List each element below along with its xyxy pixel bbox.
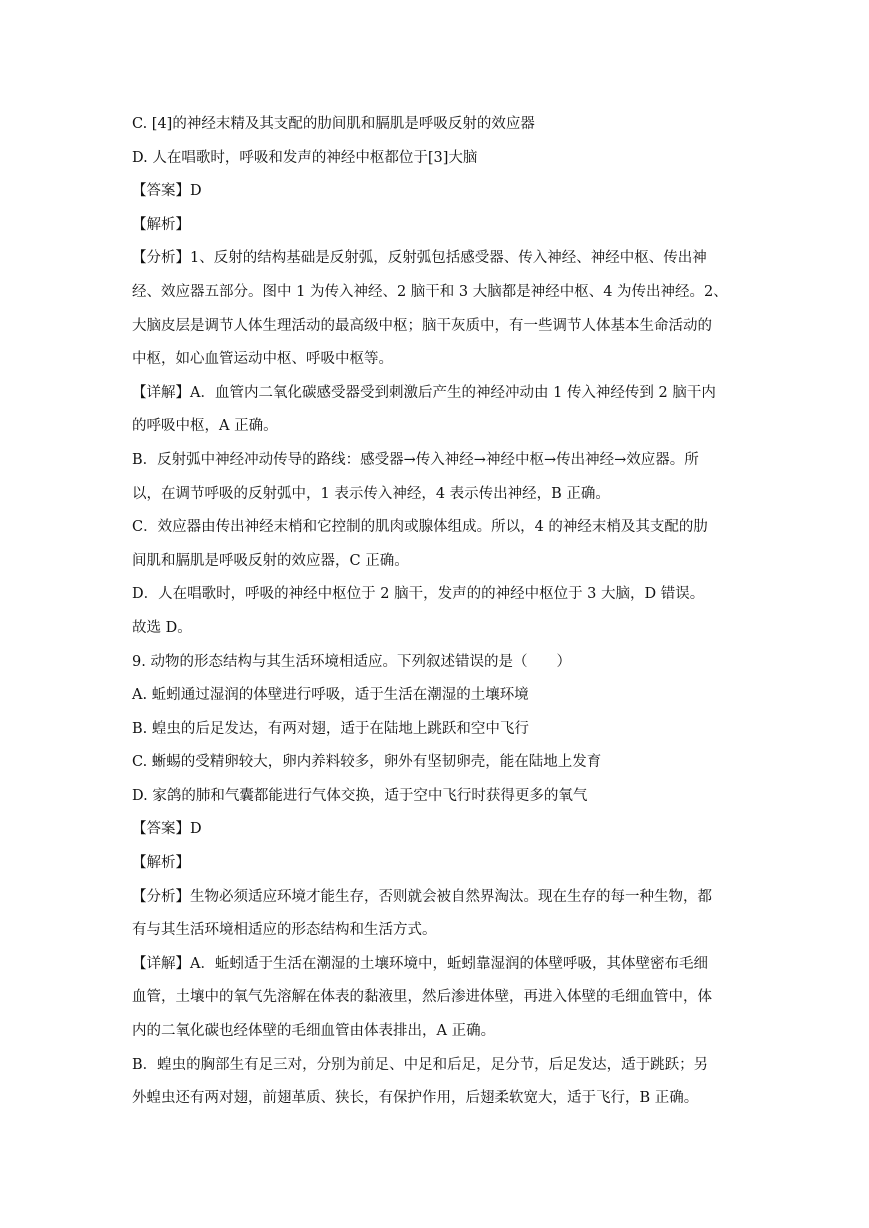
q9-analysis-heading: 【解析】 bbox=[132, 855, 190, 872]
document-body bbox=[132, 108, 742, 1116]
q8-analysis-line: 大脑皮层是调节人体生理活动的最高级中枢；脑干灰质中，有一些调节人体基本生命活动的 bbox=[132, 317, 712, 334]
q8-detail-line: 以，在调节呼吸的反射弧中，1 表示传入神经，4 表示传出神经，B 正确。 bbox=[132, 485, 610, 502]
q8-analysis-line: 经、效应器五部分。图中 1 为传入神经、2 脑干和 3 大脑都是神经中枢、4 为传出神经。2、 bbox=[132, 283, 728, 300]
q8-detail-line: D．人在唱歌时，呼吸的神经中枢位于 2 脑干，发声的的神经中枢位于 3 大脑，D 错误。 bbox=[132, 586, 705, 603]
q8-detail-line: C．效应器由传出神经末梢和它控制的肌肉或腺体组成。所以，4 的神经末梢及其支配的肋 bbox=[132, 519, 708, 536]
q9-option-a: A. 蚯蚓通过湿润的体壁进行呼吸，适于生活在潮湿的土壤环境 bbox=[132, 687, 529, 704]
q9-option-b: B. 蝗虫的后足发达，有两对翅，适于在陆地上跳跃和空中飞行 bbox=[132, 720, 529, 737]
q8-detail-line: 间肌和膈肌是呼吸反射的效应器，C 正确。 bbox=[132, 552, 409, 569]
q9-option-d: D. 家鸽的肺和气囊都能进行气体交换，适于空中飞行时获得更多的氧气 bbox=[132, 787, 588, 804]
q8-detail-line: B．反射弧中神经冲动传导的路线：感受器→传入神经→神经中枢→传出神经→效应器。所 bbox=[132, 451, 699, 468]
q8-analysis-line: 中枢，如心血管运动中枢、呼吸中枢等。 bbox=[132, 351, 393, 368]
q9-detail-line: 外蝗虫还有两对翅，前翅革质、狭长，有保护作用，后翅柔软宽大，适于飞行，B 正确。 bbox=[132, 1090, 699, 1107]
q8-detail-line: 的呼吸中枢，A 正确。 bbox=[132, 418, 278, 435]
q9-answer: 【答案】D bbox=[132, 821, 202, 838]
q8-option-d: D. 人在唱歌时，呼吸和发声的神经中枢都位于[3]大脑 bbox=[132, 149, 478, 166]
q8-analysis-line: 【分析】1、反射的结构基础是反射弧，反射弧包括感受器、传入神经、神经中枢、传出神 bbox=[132, 250, 707, 267]
q8-detail-line: 故选 D。 bbox=[132, 619, 192, 636]
q9-detail-line: 内的二氧化碳也经体壁的毛细血管由体表排出，A 正确。 bbox=[132, 1023, 496, 1040]
q9-analysis-line: 【分析】生物必须适应环境才能生存，否则就会被自然界淘汰。现在生存的每一种生物，都 bbox=[132, 888, 712, 905]
q9-option-c: C. 蜥蜴的受精卵较大，卵内养料较多，卵外有坚韧卵壳，能在陆地上发育 bbox=[132, 754, 602, 771]
q9-analysis-line: 有与其生活环境相适应的形态结构和生活方式。 bbox=[132, 922, 437, 939]
q8-option-c: C. [4]的神经末精及其支配的肋间肌和膈肌是呼吸反射的效应器 bbox=[132, 116, 535, 132]
q9-stem: 9. 动物的形态结构与其生活环境相适应。下列叙述错误的是（ ） bbox=[132, 653, 571, 670]
q9-detail-line: B．蝗虫的胸部生有足三对，分别为前足、中足和后足，足分节，后足发达，适于跳跃；另 bbox=[132, 1056, 709, 1073]
q8-analysis-heading: 【解析】 bbox=[132, 216, 190, 233]
q8-detail-line: 【详解】A．血管内二氧化碳感受器受到刺激后产生的神经冲动由 1 传入神经传到 2 脑干内 bbox=[132, 384, 716, 401]
q8-answer: 【答案】D bbox=[132, 183, 202, 200]
q9-detail-line: 【详解】A．蚯蚓适于生活在潮湿的土壤环境中，蚯蚓靠湿润的体壁呼吸，其体壁密布毛细 bbox=[132, 955, 708, 972]
q9-detail-line: 血管，土壤中的氧气先溶解在体表的黏液里，然后渗进体壁，再进入体壁的毛细血管中，体 bbox=[132, 989, 712, 1006]
